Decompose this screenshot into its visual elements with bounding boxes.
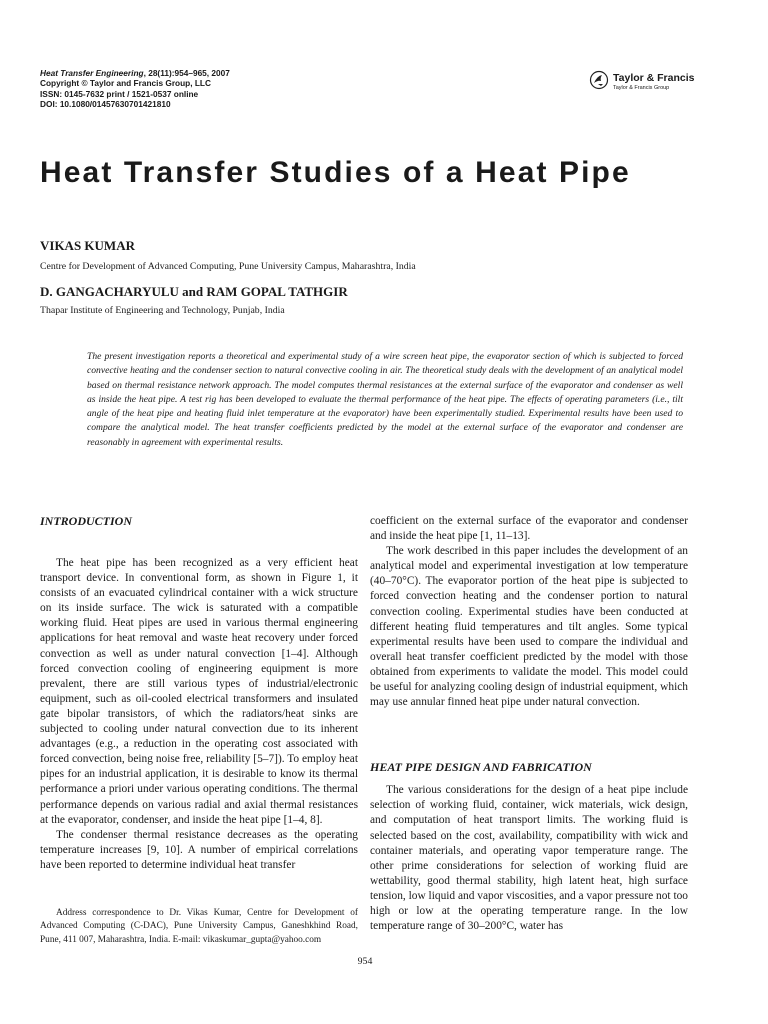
journal-metadata <box>40 68 460 109</box>
design-paragraph-1: The various considerations for the design of a heat pipe include selection of working fluid, container, wick materials, wick design, and computation of heat transport limits. The working fluid is selected based on the cost, availability, compatibility with wick and container materials, and operating vapor temperature range. The other prime considerations for selection of working fluid are wettability, good thermal stability, high latent heat, high surface tension, low liquid and vapor viscosities, and a vapor pressure not too high or low at the operating temperature range. In the low temperature range of 30–200°C, water has <box>370 784 688 933</box>
publisher-name: Taylor & Francis <box>613 72 695 84</box>
right-column <box>370 514 688 934</box>
journal-name: Heat Transfer Engineering <box>40 68 144 78</box>
author-2-names: D. GANGACHARYULU and RAM GOPAL TATHGIR <box>40 284 348 299</box>
intro-paragraph-2: The condenser thermal resistance decreases as the operating temperature increases [9, 10]. A number of empirical correlations have been reported to determine individual heat transfer <box>40 828 358 871</box>
journal-citation <box>40 68 460 78</box>
issn-line: ISSN: 0145-7632 print / 1521-0537 online <box>40 88 199 99</box>
publisher-logo-icon <box>589 70 609 90</box>
footnote-text: Address correspondence to Dr. Vikas Kumar, Centre for Development of Advanced Computing (C-DAC), Pune University Campus, Ganeshkhind Road, Pune, 411 007, Maharashtra, India. E-mail: vikaskumar_gupta@yahoo.com <box>40 908 358 945</box>
left-column <box>40 556 358 873</box>
abstract: The present investigation reports a theoretical and experimental study of a wire screen heat pipe, the evaporator section of which is subjected to forced convective heating and the condenser section to natural convective cooling in air. The theoretical study deals with the development of an analytical model based on thermal resistance network approach. The model computes thermal resistances at the external surface of the evaporator and condenser as well as inside the heat pipe. A test rig has been developed to evaluate the thermal performance of the heat pipe. The effects of operating parameters (i.e., tilt angle of the heat pipe and heating fluid inlet temperature at the evaporator) have been experimentally studied. Experimental results have been used to compare the analytical model. The heat transfer coefficients predicted by the model at the external surface of the evaporator and condenser are reasonably in agreement with experimental results. <box>87 351 683 448</box>
design-heading: HEAT PIPE DESIGN AND FABRICATION <box>370 760 592 774</box>
author-1-names: VIKAS KUMAR <box>40 238 135 253</box>
copyright-line: Copyright © Taylor and Francis Group, LLC <box>40 78 211 89</box>
publisher-subname: Taylor & Francis Group <box>613 85 670 91</box>
intro-paragraph-3: The work described in this paper includes the development of an analytical model and experimental investigation at low temperature (40–70°C). The evaporator portion of the heat pipe is subjected to forced convection heating and the condenser portion to natural convection cooling. Experimental studies have been conducted at different heating fluid temperatures and tilt angles. Some typical experimental results have been used to compare the individual and overall heat transfer coefficient predicted by the model with those obtained from experiments to validate the model. This model could be useful for analyzing cooling design of industrial equipment, which may use annular finned heat pipe under natural convection. <box>370 545 688 709</box>
intro-continuation: coefficient on the external surface of the evaporator and condenser and inside the heat pipe [1, 11–13]. <box>370 515 688 543</box>
author-2-affiliation: Thapar Institute of Engineering and Technology, Punjab, India <box>40 305 285 316</box>
intro-paragraph-1: The heat pipe has been recognized as a very efficient heat transport device. In conventional form, as shown in Figure 1, it consists of an evacuated cylindrical container with a wick structure on its inside surface. The wick is saturated with a compatible working fluid. Heat pipes are used in various thermal engineering applications for heat removal and waste heat recovery under forced convection as well as under natural convection [1–4]. Although forced convection cooling of engineering equipment is more prevalent, there are still various types of industrial/electronic equipment, such as oil-cooled electrical transformers and insulated gate bipolar transistors, of which the radiators/heat sinks are subjected to cooling under natural convection due to its inherent advantages (e.g., a reduction in the operating cost associated with forced convection, being noise free, reliability [5–7]). To employ heat pipes for an industrial application, it is desirable to know its thermal performance a priori under various operating conditions. The thermal performance depends on various radial and axial thermal resistances at the evaporator, condenser, and inside the heat pipe [1–4, 8]. <box>40 557 358 826</box>
author-1-affiliation: Centre for Development of Advanced Computing, Pune University Campus, Maharashtra, India <box>40 261 416 272</box>
publisher-logo <box>589 68 729 98</box>
correspondence-footnote <box>40 907 358 947</box>
introduction-heading: INTRODUCTION <box>40 514 133 528</box>
doi-line: DOI: 10.1080/01457630701421810 <box>40 98 171 109</box>
page-number: 954 <box>357 956 373 967</box>
volume-info: , 28(11):954–965, 2007 <box>143 68 230 78</box>
article-title: Heat Transfer Studies of a Heat Pipe <box>40 156 631 189</box>
